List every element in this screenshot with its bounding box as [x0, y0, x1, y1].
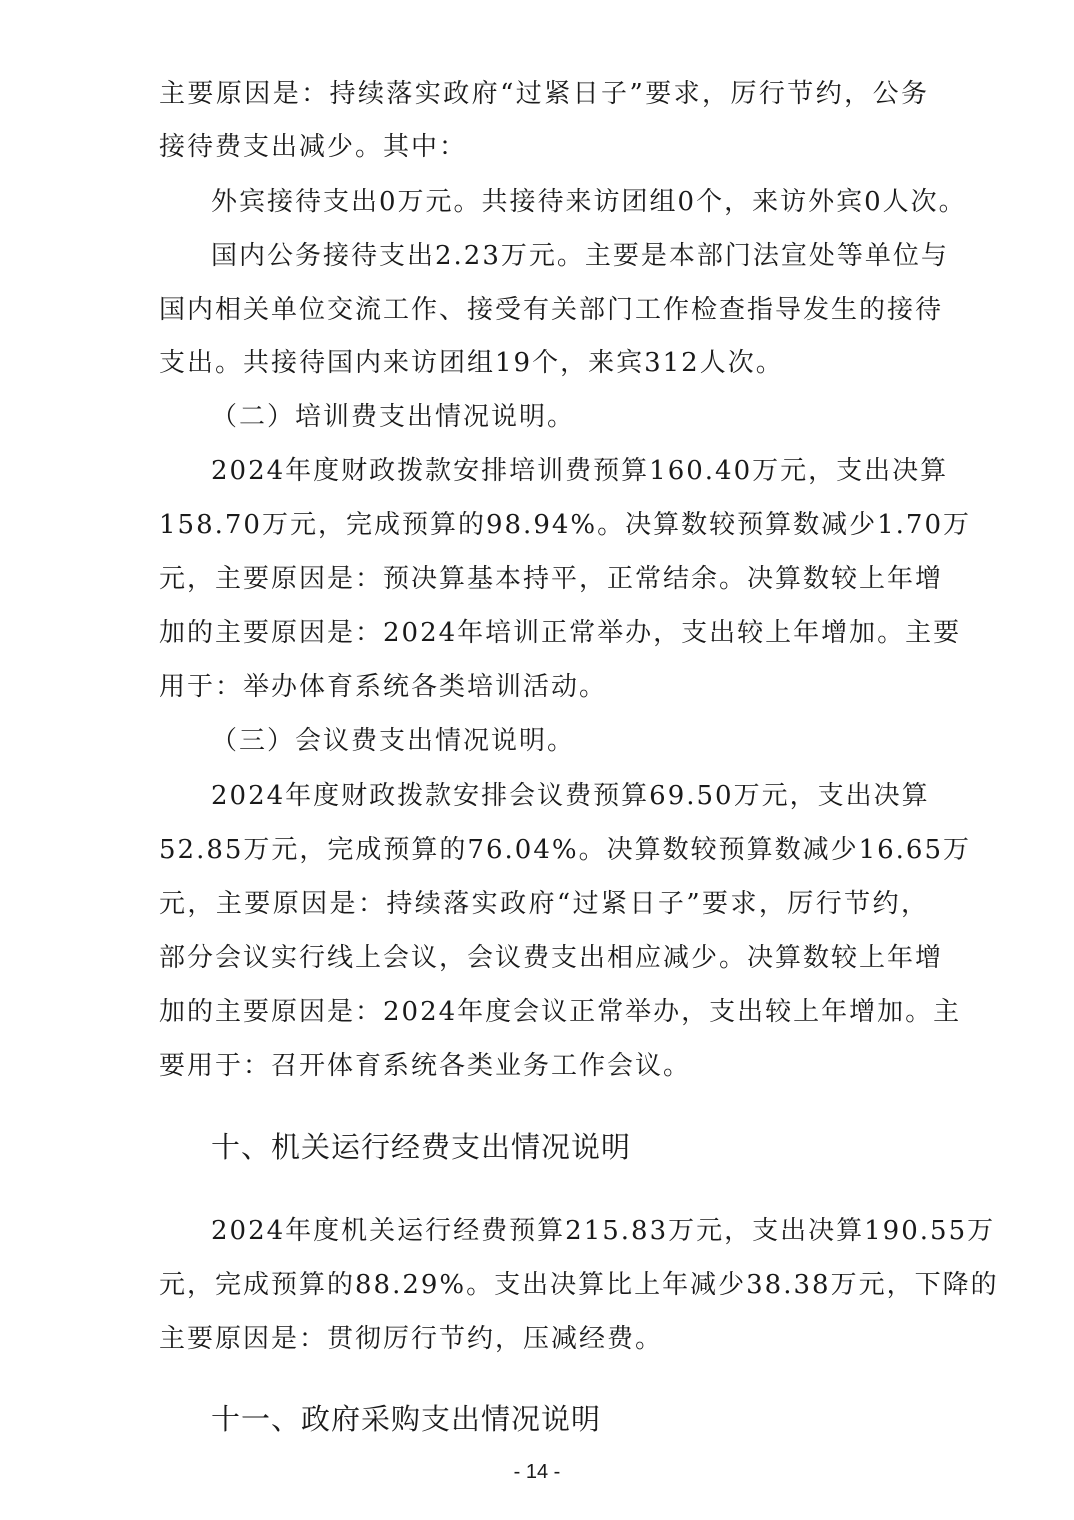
paragraph-line: 要用于：召开体育系统各类业务工作会议。 — [159, 1051, 692, 1081]
paragraph-line: 2024年度财政拨款安排会议费预算69.50万元，支出决算 — [211, 781, 930, 811]
paragraph-line: 加的主要原因是：2024年培训正常举办，支出较上年增加。主要 — [159, 618, 962, 648]
paragraph-line: 158.70万元，完成预算的98.94%。决算数较预算数减少1.70万 — [159, 510, 972, 540]
paragraph-line: 主要原因是：贯彻厉行节约，压减经费。 — [159, 1324, 664, 1354]
paragraph-line: 加的主要原因是：2024年度会议正常举办，支出较上年增加。主 — [159, 997, 962, 1027]
paragraph-line: 支出。共接待国内来访团组19个，来宾312人次。 — [159, 348, 784, 378]
page-number: - 14 - — [513, 1461, 561, 1483]
subsection-title: （二）培训费支出情况说明。 — [211, 402, 576, 432]
paragraph-line: 元，完成预算的88.29%。支出决算比上年减少38.38万元，下降的 — [159, 1270, 999, 1300]
section-heading: 十一、政府采购支出情况说明 — [211, 1402, 602, 1436]
paragraph-line: 用于：举办体育系统各类培训活动。 — [159, 672, 608, 702]
section-heading: 十、机关运行经费支出情况说明 — [211, 1130, 632, 1164]
paragraph-line: 元，主要原因是：持续落实政府“过紧日子”要求，厉行节约， — [159, 889, 929, 919]
paragraph-line: 2024年度机关运行经费预算215.83万元，支出决算190.55万 — [211, 1216, 996, 1246]
paragraph-line: 接待费支出减少。其中： — [159, 132, 468, 162]
subsection-title: （三）会议费支出情况说明。 — [211, 726, 576, 756]
paragraph-line: 主要原因是：持续落实政府“过紧日子”要求，厉行节约，公务 — [159, 79, 929, 109]
paragraph-line: 2024年度财政拨款安排培训费预算160.40万元，支出决算 — [211, 456, 949, 486]
paragraph-line: 国内相关单位交流工作、接受有关部门工作检查指导发生的接待 — [159, 295, 944, 325]
paragraph-line: 国内公务接待支出2.23万元。主要是本部门法宣处等单位与 — [211, 241, 949, 271]
paragraph-line: 52.85万元，完成预算的76.04%。决算数较预算数减少16.65万 — [159, 835, 972, 865]
paragraph-line: 外宾接待支出0万元。共接待来访团组0个，来访外宾0人次。 — [211, 187, 967, 217]
paragraph-line: 元，主要原因是：预决算基本持平，正常结余。决算数较上年增 — [159, 564, 944, 594]
paragraph-line: 部分会议实行线上会议，会议费支出相应减少。决算数较上年增 — [159, 943, 944, 973]
